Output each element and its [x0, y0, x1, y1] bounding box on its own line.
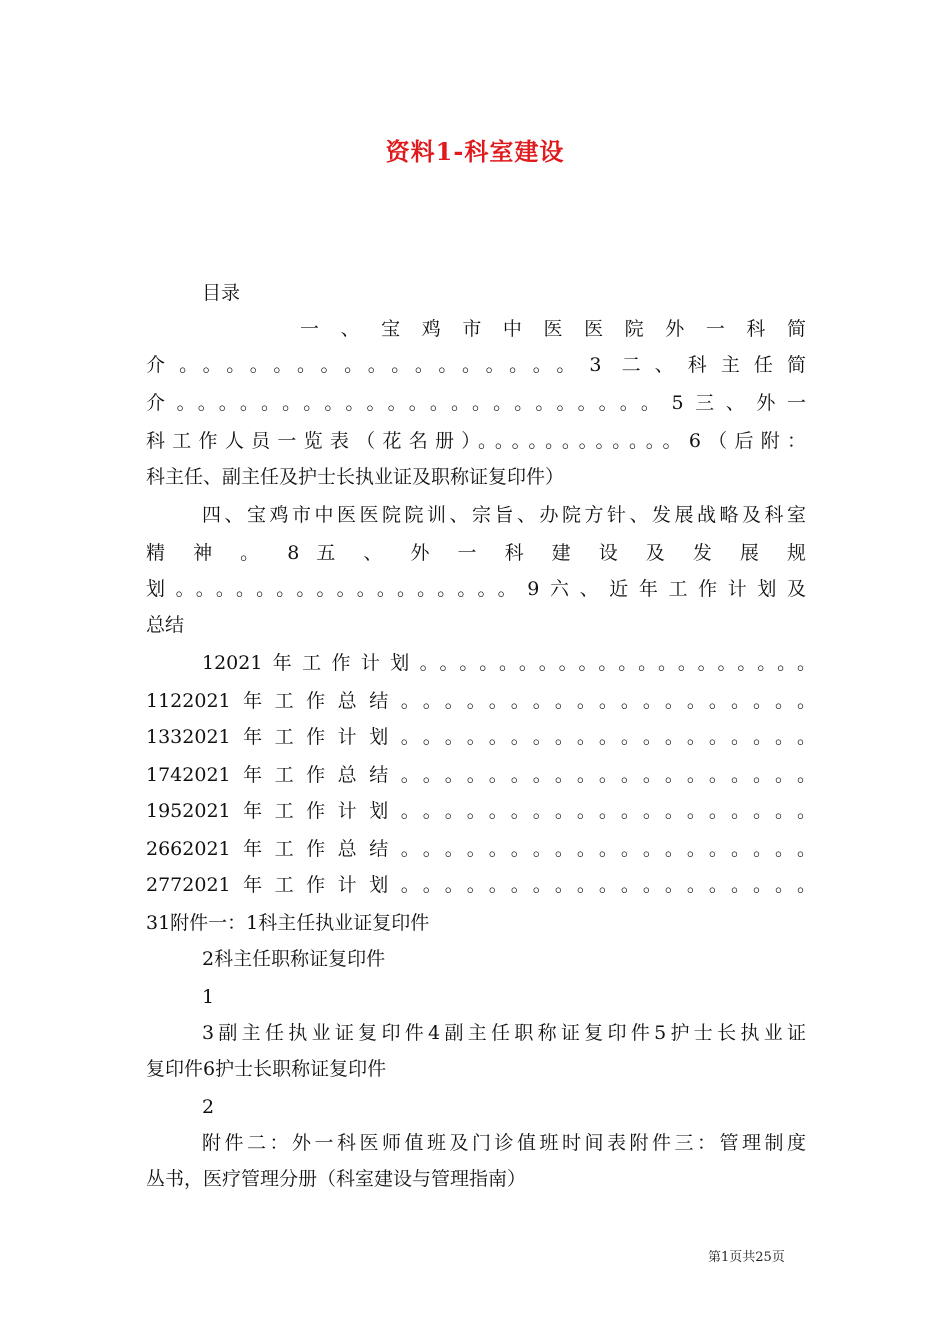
appendix-line-5: 复印件6护士长职称证复印件: [146, 1058, 387, 1080]
appendix-line-1: 31附件一：1科主任执业证复印件: [146, 912, 430, 934]
toc-line-16: 2772021年工作计划。。。。。。。。。。。。。。。。。。。: [146, 874, 816, 896]
toc-line-8: 划。。。。。。。。。。。。。。。。。9六、近年工作计划及: [146, 578, 806, 600]
toc-line-11: 1122021年工作总结。。。。。。。。。。。。。。。。。。。: [146, 690, 816, 712]
toc-line-15: 2662021年工作总结。。。。。。。。。。。。。。。。。。。: [146, 838, 816, 860]
appendix-line-2: 2科主任职称证复印件: [202, 948, 386, 970]
appendix-line-7: 附件二：外一科医师值班及门诊值班时间表附件三：管理制度: [202, 1132, 806, 1154]
toc-line-9: 总结: [146, 614, 185, 636]
toc-line-3: 介。。。。。。。。。。。。。。。。。。。。。。。5三、外一: [146, 392, 806, 414]
toc-line-7: 精 神 。 8 五 、 外 一 科 建 设 及 发 展 规: [146, 542, 806, 564]
appendix-line-4: 3副主任执业证复印件4副主任职称证复印件5护士长执业证: [202, 1022, 806, 1044]
toc-line-6: 四、宝鸡市中医医院院训、宗旨、办院方针、发展战略及科室: [202, 504, 806, 526]
toc-line-14: 1952021年工作计划。。。。。。。。。。。。。。。。。。。: [146, 800, 816, 822]
page-footer: 第1页共25页: [708, 1250, 785, 1265]
toc-line-5: 科主任、副主任及护士长执业证及职称证复印件）: [146, 466, 565, 488]
toc-line-13: 1742021年工作总结。。。。。。。。。。。。。。。。。。。: [146, 764, 816, 786]
toc-line-10: 12021年工作计划。。。。。。。。。。。。。。。。。。。。: [202, 652, 816, 674]
toc-line-2: 介。。。。。。。。。。。。。。。。。3 二、科主任简: [146, 354, 806, 376]
appendix-line-3: 1: [202, 986, 215, 1008]
toc-heading: 目录: [202, 282, 241, 304]
toc-line-4: 科工作人员一览表（花名册）。。。。。。。。。。。。6（后附：: [146, 430, 806, 452]
toc-line-1: 一 、 宝 鸡 市 中 医 医 院 外 一 科 简: [300, 318, 806, 340]
document-title: 资料1-科室建设: [385, 137, 565, 166]
appendix-line-8: 丛书，医疗管理分册（科室建设与管理指南）: [146, 1168, 527, 1190]
appendix-line-6: 2: [202, 1096, 215, 1118]
toc-line-12: 1332021年工作计划。。。。。。。。。。。。。。。。。。。: [146, 726, 816, 748]
